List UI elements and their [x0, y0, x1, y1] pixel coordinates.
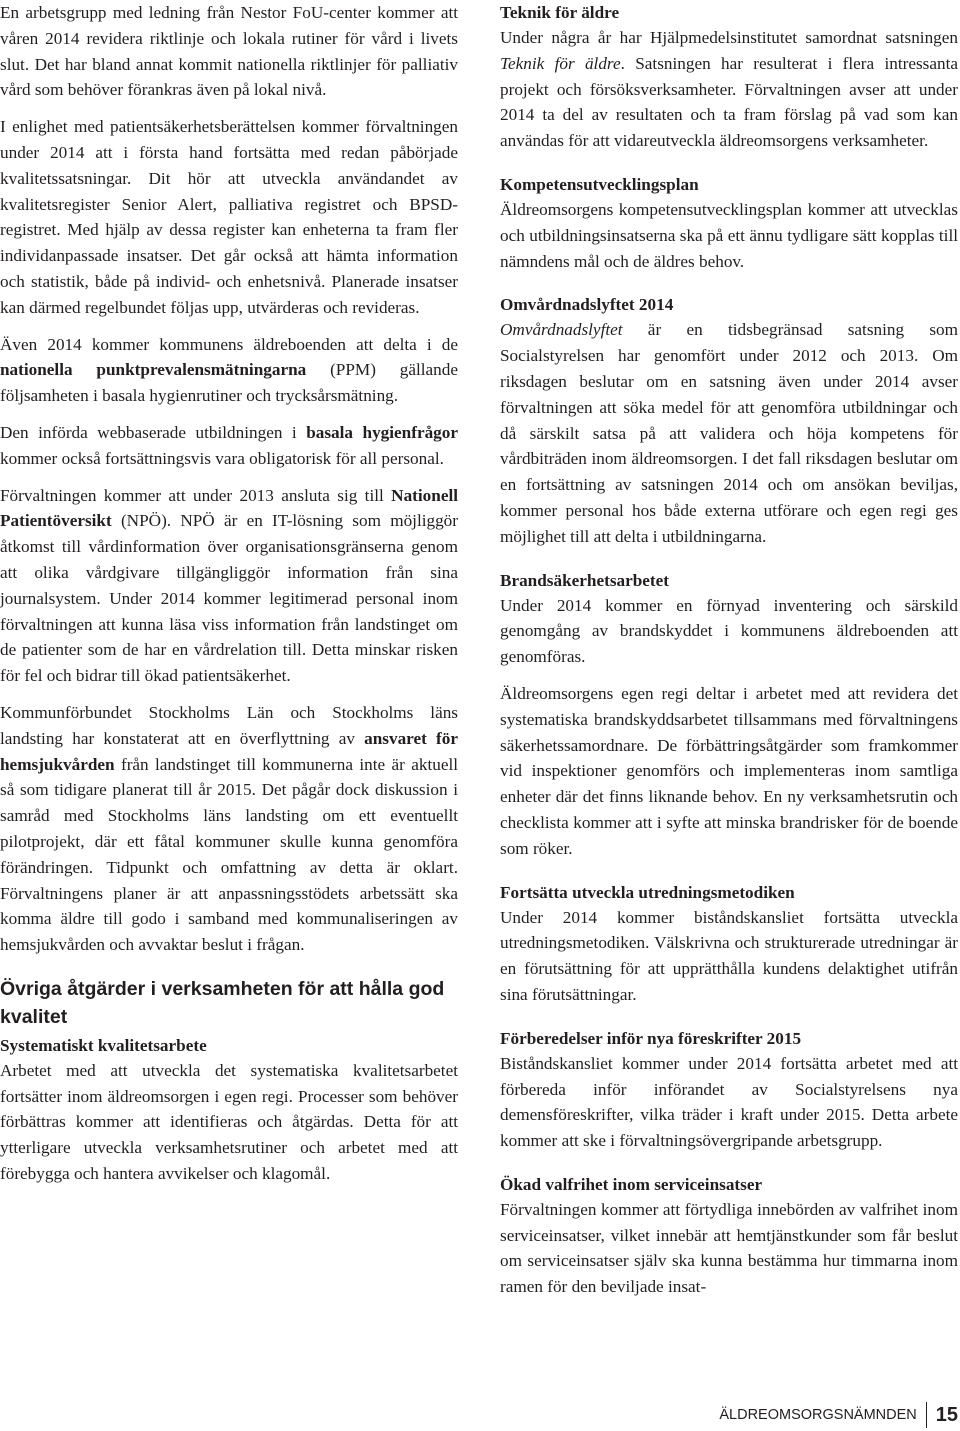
- paragraph: Äldreomsorgens egen regi deltar i arbetet med att revidera det systematiska brandskyddsarbetet tillsammans med förvaltningens säkerhetssamordnare. De förbättringsåtgärder som framkommer vid inspektioner genomförs och implementeras inom samtliga enheter där det finns liknande behov. En ny verksamhetsrutin och checklista kommer att i syfte att minska brandrisker för de boende som röker.: [500, 683, 958, 858]
- subheading: Ökad valfrihet inom serviceinsatser: [500, 1174, 763, 1194]
- paragraph: Under 2014 kommer en förnyad inventering och särskild genomgång av brandskyddet i kommunens äldreboenden att genomföras.: [500, 595, 958, 667]
- left-column: [0, 0, 458, 1198]
- paragraph: Biståndskansliet kommer under 2014 fortsätta arbetet med att förbereda inför införandet av Socialstyrelsens nya demensföreskrifter, vilka träder i kraft under 2015. Detta arbete kommer att ske i förvaltningsövergripande arbetsgrupp.: [500, 1053, 958, 1151]
- subheading: Kompetensutvecklingsplan: [500, 174, 699, 194]
- paragraph: Omvårdnadslyftet är en tidsbegränsad satsning som Socialstyrelsen har genomfört under 2012 och 2013. Om riksdagen beslutar om en satsning även under 2014 avser förvaltningen att söka medel för att genomföra utbildningar och då särskilt satsa på att validera och höja kompetens för vårdbiträden inom äldreomsorgen. I det fall riksdagen beslutar om en fortsättning av satsningen 2014 och om ansökan beviljas, kommer personal hos både externa utförare och egen regi ges möjlighet till att delta i utbildningarna.: [500, 320, 958, 546]
- paragraph: Under några år har Hjälpmedelsinstitutet samordnat satsningen Teknik för äldre. Satsningen har resulterat i flera intressanta projekt och försöksverksamheter. Förvaltningen avser att under 2014 ta del av resultaten och ta fram förslag på vad som kan användas för att vidareutveckla äldreomsorgens verksamheter.: [500, 28, 958, 151]
- paragraph: Förvaltningen kommer att under 2013 ansluta sig till Nationell Patientöversikt (NPÖ). NPÖ är en IT-lösning som möjliggör åtkomst till vårdinformation över organisationsgränserna genom att olika vårdgivare tillgängliggör information från sina journalsystem. Under 2014 kommer legitimerad personal inom förvaltningen att kunna läsa viss information från landstinget om de patienter som de har en vårdrelation till. Detta minskar risken för fel och bidrar till ökad patientsäkerhet.: [0, 485, 458, 686]
- page-number: 15: [935, 1403, 958, 1426]
- page-footer: [719, 1400, 958, 1430]
- subheading: Omvårdnadslyftet 2014: [500, 295, 674, 315]
- footer-org-name: ÄLDREOMSORGSNÄMNDEN: [719, 1407, 917, 1423]
- subheading: Brandsäkerhetsarbetet: [500, 570, 669, 590]
- paragraph: Äldreomsorgens kompetensutvecklingsplan kommer att utvecklas och utbildningsinsatserna ska på ett ännu tydligare sätt kopplas till nämndens mål och de äldres behov.: [500, 199, 958, 271]
- paragraph: Kommunförbundet Stockholms Län och Stockholms läns landsting har konstaterat att en överflyttning av ansvaret för hemsjukvården från landstinget till kommunerna inte är aktuell så som tidigare planerat till år 2015. Det pågår dock diskussion i samråd med Stockholms läns landsting om ett eventuellt pilotprojekt, där ett fåtal kommuner skulle kunna genomföra förändringen. Tidpunkt och omfattning av detta är oklart. Förvaltningens planer är att anpassningsstödets arbetssätt ska komma äldre till godo i samband med kommunaliseringen av hemsjukvården och avvaktar beslut i frågan.: [0, 702, 458, 955]
- paragraph: Även 2014 kommer kommunens äldreboenden att delta i de nationella punktprevalensmätningarna (PPM) gällande följsamheten i basala hygienrutiner och trycksårsmätning.: [0, 334, 458, 406]
- paragraph: I enlighet med patientsäkerhetsberättelsen kommer förvaltningen under 2014 att i första hand fortsätta med redan påbörjade kvalitetssatsningar. Dit hör att utveckla användandet av kvalitetsregister Senior Alert, palliativa registret och BPSD-registret. Med hjälp av dessa register kan enheterna ta fram fler individanpassade insatser. Det går också att hämta information och statistik, både på individ- och enhetsnivå. Planerade insatser kan därmed regelbundet följas upp, utvärderas och revideras.: [0, 117, 458, 317]
- section-title: Övriga åtgärder i verksamheten för att hålla god kvalitet: [0, 977, 445, 1028]
- subheading: Systematiskt kvalitetsarbete: [0, 1035, 207, 1055]
- right-column: [500, 0, 958, 1311]
- subheading: Fortsätta utveckla utredningsmetodiken: [500, 882, 795, 902]
- footer-divider: [926, 1402, 927, 1428]
- paragraph: Under 2014 kommer biståndskansliet fortsätta utveckla utredningsmetodiken. Välskrivna och strukturerade utredningar är en förutsättning för att upprätthålla kundens delaktighet utifrån sina förutsättningar.: [500, 907, 958, 1004]
- paragraph: En arbetsgrupp med ledning från Nestor FoU-center kommer att våren 2014 revidera riktlinje och lokala rutiner för vård i livets slut. Det har bland annat kommit nationella riktlinjer för palliativ vård som behöver förankras även på lokal nivå.: [0, 3, 458, 100]
- subheading: Förberedelser inför nya föreskrifter 2015: [500, 1028, 802, 1048]
- paragraph: Förvaltningen kommer att förtydliga innebörden av valfrihet inom serviceinsatser, vilket innebär att hemtjänstkunder som får beslut om serviceinsatser själv ska kunna bestämma hur timmarna inom ramen för den beviljade insat-: [500, 1199, 958, 1297]
- subheading: Teknik för äldre: [500, 3, 620, 22]
- paragraph: Den införda webbaserade utbildningen i basala hygienfrågor kommer också fortsättningsvis vara obligatorisk för all personal.: [0, 422, 458, 468]
- paragraph: Arbetet med att utveckla det systematiska kvalitetsarbetet fortsätter inom äldreomsorgen i egen regi. Processer som behöver förbättras kommer att identifieras och åtgärdas. Detta för att ytterligare utveckla verksamhetsrutiner och arbetet med att förebygga och hantera avvikelser och klagomål.: [0, 1060, 458, 1184]
